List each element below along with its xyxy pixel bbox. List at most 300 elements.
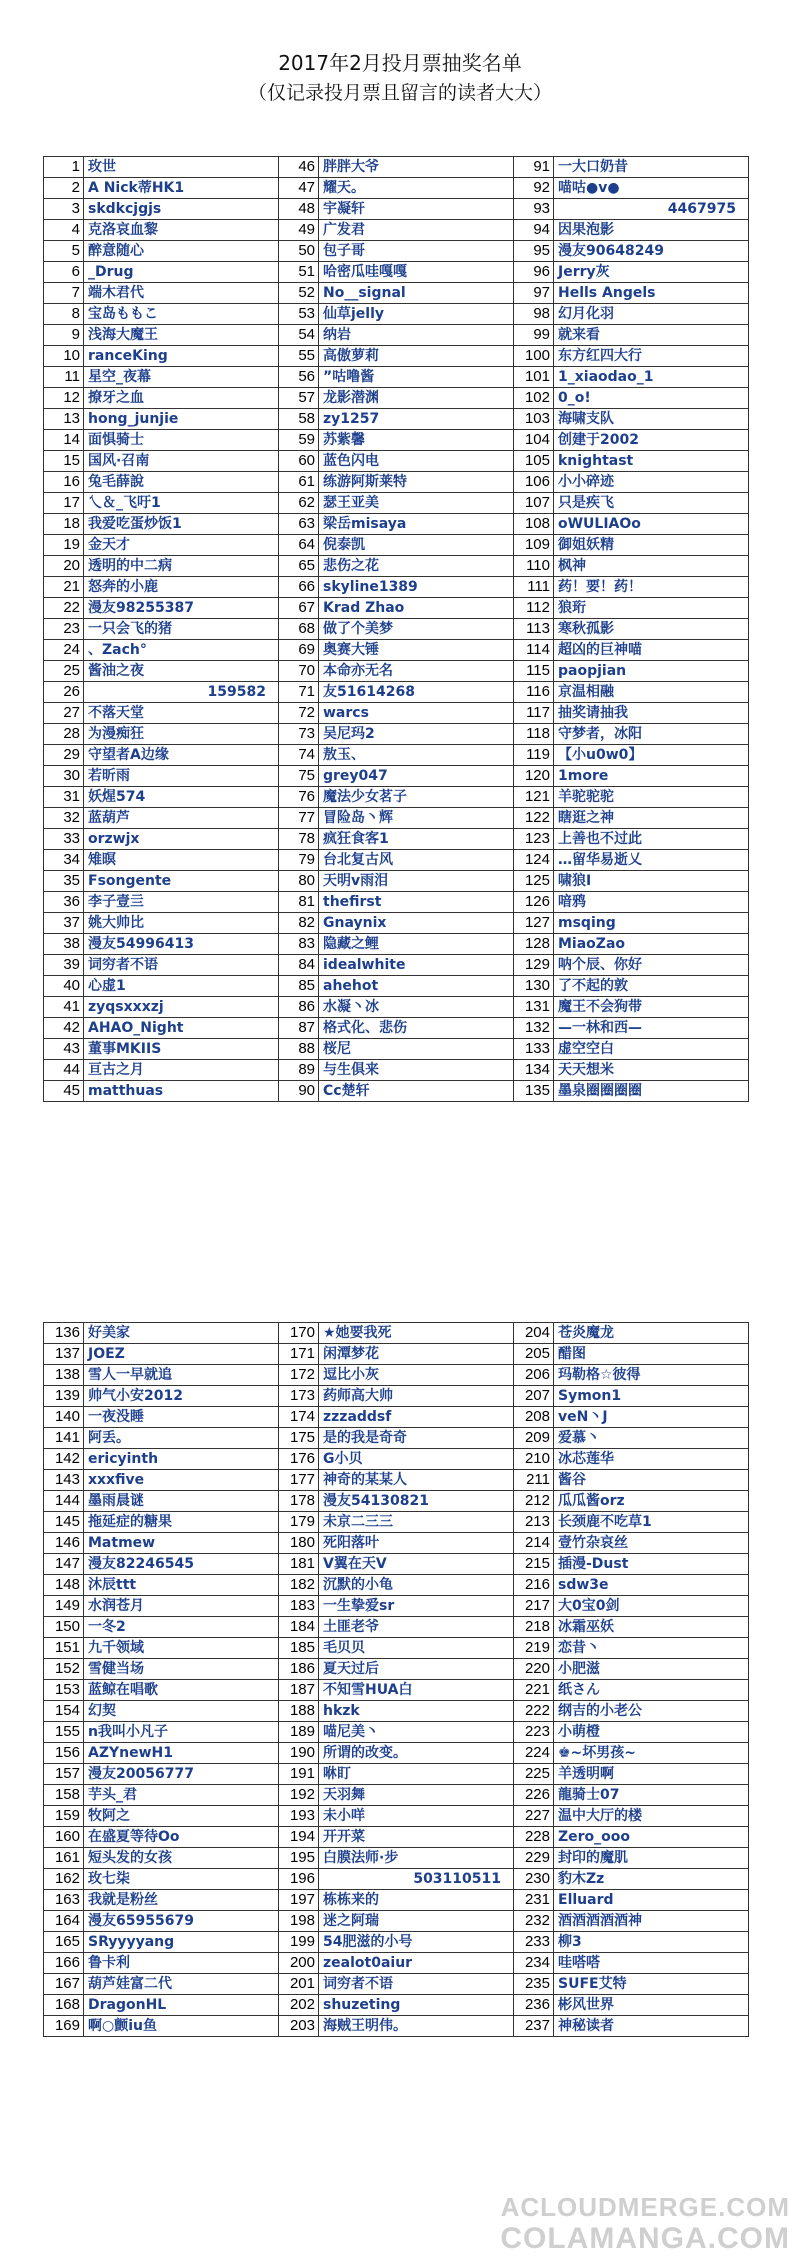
reader-name: 阿丢。	[84, 1428, 279, 1449]
reader-name: 蓝葫芦	[84, 808, 279, 829]
table-row	[44, 703, 749, 724]
reader-name: 大0宝0剑	[554, 1596, 749, 1617]
table-row	[44, 661, 749, 682]
entry-number: 148	[44, 1575, 84, 1596]
reader-name: Krad Zhao	[319, 598, 514, 619]
reader-name: 狼珩	[554, 598, 749, 619]
entry-number: 56	[279, 367, 319, 388]
entry-number: 75	[279, 766, 319, 787]
reader-name: 酱油之夜	[84, 661, 279, 682]
entry-number: 137	[44, 1344, 84, 1365]
reader-name: 幻月化羽	[554, 304, 749, 325]
reader-name: 醋图	[554, 1344, 749, 1365]
reader-name: 酱谷	[554, 1470, 749, 1491]
reader-name: 龙影潜渊	[319, 388, 514, 409]
reader-name: 鲁卡利	[84, 1953, 279, 1974]
table-row	[44, 367, 749, 388]
reader-name: 一大口奶昔	[554, 157, 749, 178]
table-row	[44, 934, 749, 955]
entry-number: 98	[514, 304, 554, 325]
entry-number: 82	[279, 913, 319, 934]
reader-name: 药师高大帅	[319, 1386, 514, 1407]
reader-name: 蓝色闪电	[319, 451, 514, 472]
reader-name: oWULIAOo	[554, 514, 749, 535]
reader-name: DragonHL	[84, 1995, 279, 2016]
entry-number: 150	[44, 1617, 84, 1638]
table-row	[44, 850, 749, 871]
reader-name: 透明的中二病	[84, 556, 279, 577]
reader-name: 喵咕●v●	[554, 178, 749, 199]
reader-name: 不知雪HUA白	[319, 1680, 514, 1701]
reader-name: ★她要我死	[319, 1323, 514, 1344]
table-row	[44, 913, 749, 934]
entry-number: 27	[44, 703, 84, 724]
reader-name: ranceKing	[84, 346, 279, 367]
entry-number: 45	[44, 1081, 84, 1102]
reader-name: xxxfive	[84, 1470, 279, 1491]
reader-name: 【小u0w0】	[554, 745, 749, 766]
reader-name: 创建于2002	[554, 430, 749, 451]
reader-name: 所谓的改变。	[319, 1743, 514, 1764]
entry-number: 222	[514, 1701, 554, 1722]
table-row	[44, 514, 749, 535]
table-row	[44, 556, 749, 577]
entry-number: 96	[514, 262, 554, 283]
entry-number: 38	[44, 934, 84, 955]
reader-name: 耀天。	[319, 178, 514, 199]
entry-number: 192	[279, 1785, 319, 1806]
entry-number: 176	[279, 1449, 319, 1470]
entry-number: 174	[279, 1407, 319, 1428]
reader-name: 好美家	[84, 1323, 279, 1344]
entry-number: 226	[514, 1785, 554, 1806]
table-row	[44, 1869, 749, 1890]
entry-number: 66	[279, 577, 319, 598]
entry-number: 214	[514, 1533, 554, 1554]
entry-number: 18	[44, 514, 84, 535]
table-row	[44, 1575, 749, 1596]
reader-name: 酒酒酒酒酒神	[554, 1911, 749, 1932]
reader-name: 守梦者，冰阳	[554, 724, 749, 745]
reader-name: 羊驼驼驼	[554, 787, 749, 808]
entry-number: 138	[44, 1365, 84, 1386]
entry-number: 79	[279, 850, 319, 871]
entry-number: 230	[514, 1869, 554, 1890]
reader-name: 寒秋孤影	[554, 619, 749, 640]
table-row	[44, 1932, 749, 1953]
reader-name: 妖煋574	[84, 787, 279, 808]
reader-name: 芋头_君	[84, 1785, 279, 1806]
reader-name: 克洛哀血黎	[84, 220, 279, 241]
table-row	[44, 577, 749, 598]
entry-number: 102	[514, 388, 554, 409]
table-row	[44, 829, 749, 850]
reader-name: 4467975	[554, 199, 749, 220]
table-row	[44, 1596, 749, 1617]
entry-number: 231	[514, 1890, 554, 1911]
entry-number: 103	[514, 409, 554, 430]
entry-number: 198	[279, 1911, 319, 1932]
entry-number: 121	[514, 787, 554, 808]
entry-number: 76	[279, 787, 319, 808]
reader-name: 广发君	[319, 220, 514, 241]
entry-number: 36	[44, 892, 84, 913]
entry-number: 163	[44, 1890, 84, 1911]
table-row	[44, 1764, 749, 1785]
table-row	[44, 220, 749, 241]
entry-number: 233	[514, 1932, 554, 1953]
reader-name: skyline1389	[319, 577, 514, 598]
reader-name: 东方红四大行	[554, 346, 749, 367]
entry-number: 149	[44, 1596, 84, 1617]
reader-name: warcs	[319, 703, 514, 724]
reader-name: ahehot	[319, 976, 514, 997]
entry-number: 173	[279, 1386, 319, 1407]
reader-name: 一冬2	[84, 1617, 279, 1638]
reader-name: n我叫小凡子	[84, 1722, 279, 1743]
table-row	[44, 535, 749, 556]
entry-number: 213	[514, 1512, 554, 1533]
entry-number: 6	[44, 262, 84, 283]
reader-name: 星空_夜幕	[84, 367, 279, 388]
reader-name: Hells Angels	[554, 283, 749, 304]
entry-number: 180	[279, 1533, 319, 1554]
entry-number: 234	[514, 1953, 554, 1974]
entry-number: 72	[279, 703, 319, 724]
table-row	[44, 304, 749, 325]
reader-name: 因果泡影	[554, 220, 749, 241]
reader-name: 纳岩	[319, 325, 514, 346]
entry-number: 57	[279, 388, 319, 409]
entry-number: 123	[514, 829, 554, 850]
reader-name: thefirst	[319, 892, 514, 913]
entry-number: 195	[279, 1848, 319, 1869]
page-title: 2017年2月投月票抽奖名单	[278, 51, 522, 75]
entry-number: 40	[44, 976, 84, 997]
reader-name: 虚空空白	[554, 1039, 749, 1060]
entry-number: 191	[279, 1764, 319, 1785]
entry-number: 111	[514, 577, 554, 598]
entry-number: 43	[44, 1039, 84, 1060]
reader-name: skdkcjgjs	[84, 199, 279, 220]
reader-name: 练游阿斯莱特	[319, 472, 514, 493]
table-row	[44, 388, 749, 409]
reader-name: 心虚1	[84, 976, 279, 997]
entry-number: 116	[514, 682, 554, 703]
reader-name: Zero_ooo	[554, 1827, 749, 1848]
entry-number: 68	[279, 619, 319, 640]
reader-name: matthuas	[84, 1081, 279, 1102]
table-row	[44, 1407, 749, 1428]
entry-number: 65	[279, 556, 319, 577]
entry-number: 104	[514, 430, 554, 451]
entry-number: 12	[44, 388, 84, 409]
reader-name: 龍骑士07	[554, 1785, 749, 1806]
reader-name: 神秘读者	[554, 2016, 749, 2037]
reader-name: 喑鸦	[554, 892, 749, 913]
reader-name: 沐辰ttt	[84, 1575, 279, 1596]
entry-number: 62	[279, 493, 319, 514]
entry-number: 69	[279, 640, 319, 661]
table-row	[44, 1722, 749, 1743]
entry-number: 203	[279, 2016, 319, 2037]
reader-name: 李子壹亖	[84, 892, 279, 913]
reader-name: 蓝鲸在唱歌	[84, 1680, 279, 1701]
entry-number: 216	[514, 1575, 554, 1596]
reader-name: —一林和西—	[554, 1018, 749, 1039]
reader-name: 漫友82246545	[84, 1554, 279, 1575]
reader-name: 友51614268	[319, 682, 514, 703]
reader-name: Cc楚轩	[319, 1081, 514, 1102]
reader-name: 就来看	[554, 325, 749, 346]
reader-name: 503110511	[319, 1869, 514, 1890]
entry-number: 201	[279, 1974, 319, 1995]
entry-number: 125	[514, 871, 554, 892]
reader-name: 温中大厅的楼	[554, 1806, 749, 1827]
entry-number: 101	[514, 367, 554, 388]
entry-number: 1	[44, 157, 84, 178]
entry-number: 188	[279, 1701, 319, 1722]
entry-number: 228	[514, 1827, 554, 1848]
table-row	[44, 640, 749, 661]
table-row	[44, 157, 749, 178]
reader-name: 沉默的小龟	[319, 1575, 514, 1596]
entry-number: 194	[279, 1827, 319, 1848]
reader-name: 白膜法师·步	[319, 1848, 514, 1869]
reader-name: 怒奔的小鹿	[84, 577, 279, 598]
entry-number: 78	[279, 829, 319, 850]
entry-number: 55	[279, 346, 319, 367]
table-row	[44, 1039, 749, 1060]
entry-number: 54	[279, 325, 319, 346]
reader-name: zyqsxxxzj	[84, 997, 279, 1018]
entry-number: 141	[44, 1428, 84, 1449]
table-row	[44, 472, 749, 493]
entry-number: 14	[44, 430, 84, 451]
entry-number: 90	[279, 1081, 319, 1102]
title-block	[0, 48, 800, 108]
table-row	[44, 1953, 749, 1974]
reader-name: 开开菜	[319, 1827, 514, 1848]
entry-number: 113	[514, 619, 554, 640]
reader-name: 梁岳misaya	[319, 514, 514, 535]
entry-number: 53	[279, 304, 319, 325]
reader-name: 小萌橙	[554, 1722, 749, 1743]
reader-name: Matmew	[84, 1533, 279, 1554]
entry-number: 51	[279, 262, 319, 283]
reader-name: 词穷者不语	[84, 955, 279, 976]
entry-number: 74	[279, 745, 319, 766]
reader-name: 恋昔丶	[554, 1638, 749, 1659]
entry-number: 48	[279, 199, 319, 220]
entry-number: 217	[514, 1596, 554, 1617]
entry-number: 133	[514, 1039, 554, 1060]
entry-number: 63	[279, 514, 319, 535]
table-row	[44, 1428, 749, 1449]
entry-number: 167	[44, 1974, 84, 1995]
entry-number: 114	[514, 640, 554, 661]
reader-name: 插漫-Dust	[554, 1554, 749, 1575]
table-row	[44, 325, 749, 346]
table-row	[44, 199, 749, 220]
entry-number: 49	[279, 220, 319, 241]
entry-number: 168	[44, 1995, 84, 2016]
entry-number: 52	[279, 283, 319, 304]
entry-number: 80	[279, 871, 319, 892]
entry-number: 158	[44, 1785, 84, 1806]
reader-name: 葫芦娃富二代	[84, 1974, 279, 1995]
reader-name: 玫七柒	[84, 1869, 279, 1890]
entry-number: 212	[514, 1491, 554, 1512]
reader-name: 漫友90648249	[554, 241, 749, 262]
reader-name: 抽奖请抽我	[554, 703, 749, 724]
reader-name: 一夜没睡	[84, 1407, 279, 1428]
entry-number: 3	[44, 199, 84, 220]
reader-name: AZYnewH1	[84, 1743, 279, 1764]
entry-number: 161	[44, 1848, 84, 1869]
reader-name: 1more	[554, 766, 749, 787]
entry-number: 183	[279, 1596, 319, 1617]
entry-number: 4	[44, 220, 84, 241]
reader-name: ”咕噜酱	[319, 367, 514, 388]
reader-name: shuzeting	[319, 1995, 514, 2016]
reader-name: 牧阿之	[84, 1806, 279, 1827]
reader-name: 小肥滋	[554, 1659, 749, 1680]
reader-name: Fsongente	[84, 871, 279, 892]
reader-name: 乀＆_飞吁1	[84, 493, 279, 514]
reader-name: 漫友54130821	[319, 1491, 514, 1512]
reader-name: 159582	[84, 682, 279, 703]
table-row	[44, 1974, 749, 1995]
entry-number: 67	[279, 598, 319, 619]
reader-name: 一只会飞的猪	[84, 619, 279, 640]
entry-number: 32	[44, 808, 84, 829]
reader-name: 迷之阿瑞	[319, 1911, 514, 1932]
entry-number: 81	[279, 892, 319, 913]
reader-name: 漫友54996413	[84, 934, 279, 955]
reader-name: 姚大帅比	[84, 913, 279, 934]
reader-name: 是的我是奇奇	[319, 1428, 514, 1449]
reader-name: veN丶J	[554, 1407, 749, 1428]
table-row	[44, 2016, 749, 2037]
reader-name: MiaoZao	[554, 934, 749, 955]
reader-name: 豹木Zz	[554, 1869, 749, 1890]
reader-name: 拖延症的糖果	[84, 1512, 279, 1533]
entry-number: 119	[514, 745, 554, 766]
watermark-line-1: ACLOUDMERGE.COM	[500, 2192, 790, 2222]
reader-name: ericyinth	[84, 1449, 279, 1470]
reader-name: 高傲萝莉	[319, 346, 514, 367]
entry-number: 219	[514, 1638, 554, 1659]
reader-name: idealwhite	[319, 955, 514, 976]
entry-number: 156	[44, 1743, 84, 1764]
table-row	[44, 1827, 749, 1848]
entry-number: 172	[279, 1365, 319, 1386]
entry-number: 70	[279, 661, 319, 682]
entry-number: 139	[44, 1386, 84, 1407]
entry-number: 126	[514, 892, 554, 913]
table-row	[44, 430, 749, 451]
entry-number: 185	[279, 1638, 319, 1659]
entry-number: 21	[44, 577, 84, 598]
reader-name: Symon1	[554, 1386, 749, 1407]
reader-name: 长颈鹿不吃草1	[554, 1512, 749, 1533]
table-row	[44, 346, 749, 367]
entry-number: 99	[514, 325, 554, 346]
entry-number: 34	[44, 850, 84, 871]
entry-number: 235	[514, 1974, 554, 1995]
table-row	[44, 1344, 749, 1365]
table-row	[44, 997, 749, 1018]
entry-number: 29	[44, 745, 84, 766]
reader-name: 董事MKIIS	[84, 1039, 279, 1060]
entry-number: 46	[279, 157, 319, 178]
reader-name: 墨雨晨谜	[84, 1491, 279, 1512]
reader-name: Gnaynix	[319, 913, 514, 934]
reader-name: ♚~坏男孩~	[554, 1743, 749, 1764]
entry-number: 9	[44, 325, 84, 346]
reader-name: SUFE艾特	[554, 1974, 749, 1995]
entry-number: 153	[44, 1680, 84, 1701]
reader-name: 啊○颤iu鱼	[84, 2016, 279, 2037]
reader-name: 纲吉的小老公	[554, 1701, 749, 1722]
table-row	[44, 1743, 749, 1764]
table-row	[44, 1018, 749, 1039]
entry-number: 20	[44, 556, 84, 577]
entry-number: 100	[514, 346, 554, 367]
entry-number: 83	[279, 934, 319, 955]
table-row	[44, 1323, 749, 1344]
reader-name: 54肥滋的小号	[319, 1932, 514, 1953]
table-row	[44, 1491, 749, 1512]
table-row	[44, 1890, 749, 1911]
entry-number: 196	[279, 1869, 319, 1890]
entry-number: 130	[514, 976, 554, 997]
entry-number: 225	[514, 1764, 554, 1785]
table-row	[44, 493, 749, 514]
reader-name: paopjian	[554, 661, 749, 682]
entry-number: 171	[279, 1344, 319, 1365]
entry-number: 142	[44, 1449, 84, 1470]
reader-name: 天明v雨泪	[319, 871, 514, 892]
reader-name: grey047	[319, 766, 514, 787]
reader-name: 羊透明啊	[554, 1764, 749, 1785]
entry-number: 86	[279, 997, 319, 1018]
table-row	[44, 1806, 749, 1827]
reader-name: 亘古之月	[84, 1060, 279, 1081]
reader-name: 神奇的某某人	[319, 1470, 514, 1491]
table-row	[44, 1449, 749, 1470]
entry-number: 218	[514, 1617, 554, 1638]
reader-name: 壹竹杂哀丝	[554, 1533, 749, 1554]
entry-number: 186	[279, 1659, 319, 1680]
reader-name: 了不起的敦	[554, 976, 749, 997]
reader-name: 胖胖大爷	[319, 157, 514, 178]
entry-number: 15	[44, 451, 84, 472]
table-row	[44, 1533, 749, 1554]
reader-name: 冰芯莲华	[554, 1449, 749, 1470]
reader-name: 上善也不过此	[554, 829, 749, 850]
reader-name: 我爱吃蛋炒饭1	[84, 514, 279, 535]
reader-name: 幻契	[84, 1701, 279, 1722]
reader-name: 悲伤之花	[319, 556, 514, 577]
entry-number: 61	[279, 472, 319, 493]
reader-name: msqing	[554, 913, 749, 934]
entry-number: 140	[44, 1407, 84, 1428]
entry-number: 132	[514, 1018, 554, 1039]
entry-number: 155	[44, 1722, 84, 1743]
entry-number: 131	[514, 997, 554, 1018]
